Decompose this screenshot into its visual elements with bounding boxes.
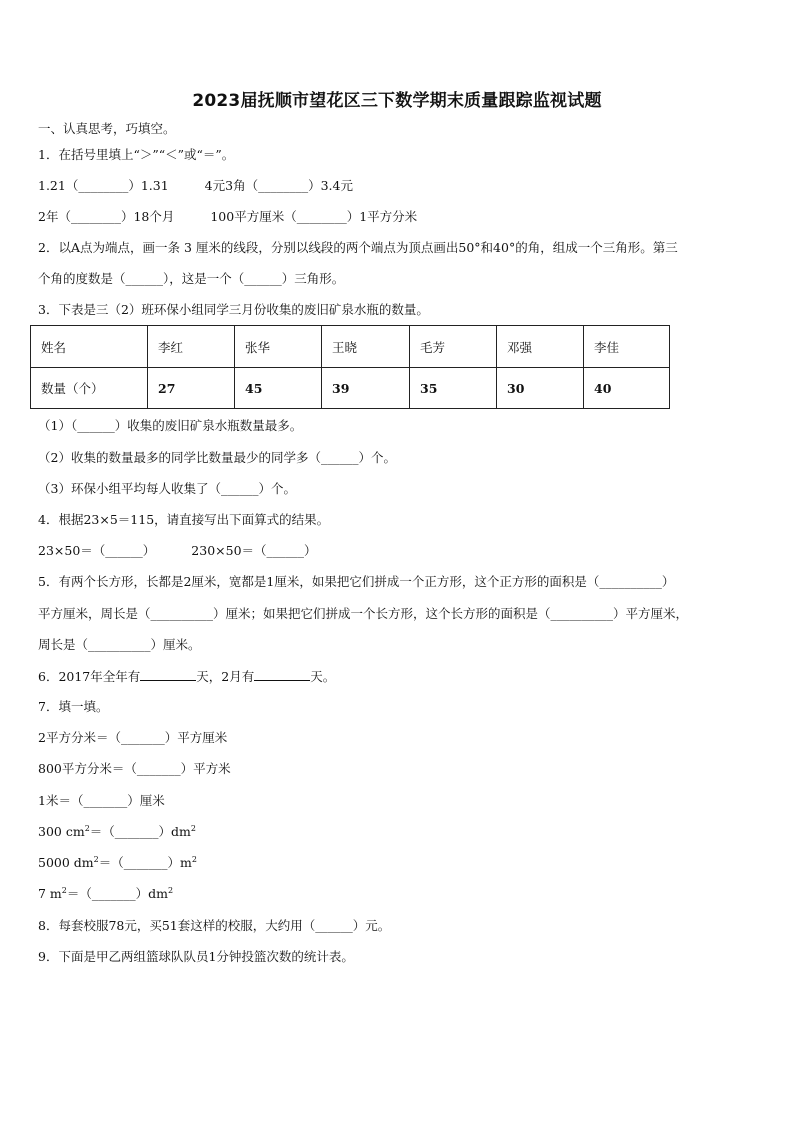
table-header-row — [31, 326, 670, 368]
question-2-line-1: 2．以A点为端点，画一条 3 厘米的线段，分别以线段的两个端点为顶点画出50°和40°的角，组成一个三角形。第三 — [38, 240, 678, 255]
question-1-b-left: 2年（________）18个月 — [38, 209, 175, 224]
question-1-a-left: 1.21（________）1.31 — [38, 178, 169, 193]
answer-blank — [254, 668, 310, 681]
table-cell: 数量（个） — [31, 368, 148, 409]
superscript: 2 — [93, 854, 99, 864]
question-4-text: 4．根据23×5＝115，请直接写出下面算式的结果。 — [38, 512, 330, 527]
question-1-row-a — [38, 178, 353, 194]
question-1-a-right: 4元3角（________）3.4元 — [204, 178, 353, 193]
question-7-item: 2平方分米＝（_______）平方厘米 — [38, 730, 228, 745]
question-3-sub-2: （2）收集的数量最多的同学比数量最少的同学多（______）个。 — [38, 450, 396, 465]
table-cell: 邓强 — [497, 326, 584, 368]
item-prefix: 300 cm — [38, 824, 85, 839]
question-5-line-3: 周长是（__________）厘米。 — [38, 637, 201, 652]
superscript: 2 — [167, 885, 174, 895]
superscript: 2 — [61, 885, 67, 895]
table-cell: 张华 — [235, 326, 322, 368]
section-heading: 一、认真思考，巧填空。 — [38, 121, 176, 136]
table-cell: 李佳 — [584, 326, 670, 368]
table-cell: 39 — [322, 368, 410, 409]
table-cell: 40 — [584, 368, 670, 409]
superscript: 2 — [190, 823, 196, 833]
question-5-line-1: 5．有两个长方形，长都是2厘米，宽都是1厘米，如果把它们拼成一个正方形，这个正方形的面积是（__________） — [38, 574, 675, 589]
question-1-b-right: 100平方厘米（________）1平方分米 — [210, 209, 418, 224]
bottle-count-table — [30, 325, 670, 409]
question-7-item — [38, 824, 196, 840]
question-4-left: 23×50＝（______） — [38, 543, 156, 558]
table-cell: 30 — [497, 368, 584, 409]
page-title: 2023届抚顺市望花区三下数学期末质量跟踪监视试题 — [192, 91, 602, 111]
question-1-row-b — [38, 209, 417, 225]
table-cell: 45 — [235, 368, 322, 409]
table-cell: 王晓 — [322, 326, 410, 368]
table-cell: 姓名 — [31, 326, 148, 368]
question-1-text: 1．在括号里填上“＞”“＜”或“＝”。 — [38, 147, 235, 162]
question-2-line-2: 个角的度数是（______），这是一个（______）三角形。 — [38, 271, 345, 286]
question-6 — [38, 668, 335, 685]
question-6-suffix: 天。 — [310, 669, 336, 684]
question-7-item — [38, 855, 197, 871]
question-5-line-2: 平方厘米，周长是（__________）厘米；如果把它们拼成一个长方形，这个长方形的面积是（__________）平方厘米， — [38, 606, 689, 621]
question-3-text: 3．下表是三（2）班环保小组同学三月份收集的废旧矿泉水瓶的数量。 — [38, 302, 429, 317]
item-prefix: 5000 dm — [38, 855, 94, 870]
question-6-prefix: 6．2017年全年有 — [38, 669, 141, 684]
question-6-middle: 天，2月有 — [196, 669, 255, 684]
answer-blank — [140, 668, 196, 681]
question-4-right: 230×50＝（______） — [191, 543, 317, 558]
superscript: 2 — [191, 854, 197, 864]
question-7-text: 7．填一填。 — [38, 699, 109, 714]
table-cell: 27 — [148, 368, 235, 409]
question-7-item — [38, 886, 173, 902]
item-body: ＝（_______）m — [98, 855, 192, 870]
question-7-item: 1米＝（_______）厘米 — [38, 793, 165, 808]
table-cell: 35 — [410, 368, 497, 409]
item-body: ＝（_______）dm — [66, 886, 168, 901]
question-8: 8．每套校服78元，买51套这样的校服，大约用（______）元。 — [38, 918, 391, 933]
table-row — [31, 368, 670, 409]
question-3-sub-3: （3）环保小组平均每人收集了（______）个。 — [38, 481, 296, 496]
item-prefix: 7 m — [38, 886, 62, 901]
question-9: 9．下面是甲乙两组篮球队队员1分钟投篮次数的统计表。 — [38, 949, 354, 964]
table-cell: 毛芳 — [410, 326, 497, 368]
question-7-item: 800平方分米＝（_______）平方米 — [38, 761, 231, 776]
question-4-row — [38, 543, 317, 559]
superscript: 2 — [84, 823, 90, 833]
item-body: ＝（_______）dm — [89, 824, 191, 839]
question-3-sub-1: （1）（______）收集的废旧矿泉水瓶数量最多。 — [38, 418, 303, 433]
table-cell: 李红 — [148, 326, 235, 368]
